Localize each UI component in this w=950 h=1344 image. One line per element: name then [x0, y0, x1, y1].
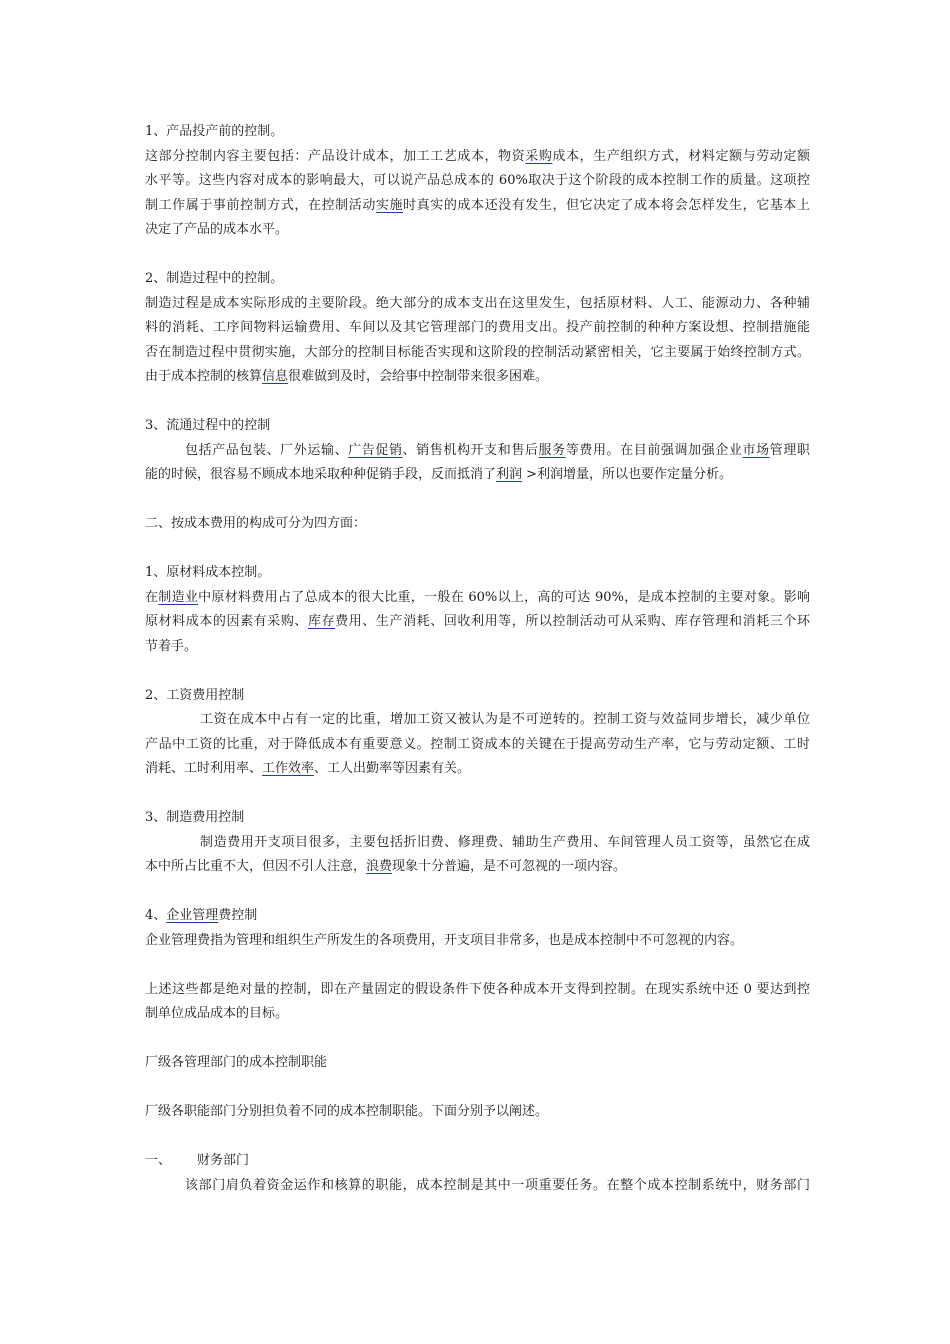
link-inventory[interactable]: 库存	[308, 614, 336, 629]
text-run: 管理职	[769, 442, 810, 458]
document-body	[145, 120, 810, 1198]
section-heading: 1、原材料成本控制。	[145, 565, 271, 580]
paragraph-line	[145, 439, 810, 464]
paragraph-line	[145, 463, 810, 488]
paragraph-line: 决定了产品的成本水平。	[145, 222, 289, 237]
paragraph-line: 厂级各职能部门分别担负着不同的成本控制职能。下面分别予以阐述。	[145, 1104, 549, 1119]
section-heading: 3、流通过程中的控制	[145, 418, 271, 433]
paragraph-line	[145, 194, 810, 219]
spacer	[145, 782, 810, 807]
paragraph-line	[145, 586, 810, 611]
text-run: 费用、生产消耗、回收利用等，所以控制活动可从采购、库存管理和消耗三个环	[335, 614, 810, 629]
paragraph-line: 制单位成品成本的目标。	[145, 1006, 289, 1021]
text-run: 等费用。在目前强调加强企业	[565, 442, 743, 458]
text-run: 包括产品包装、厂外运输、	[185, 442, 349, 458]
text-run: 原材料成本的因素有采购、	[145, 614, 308, 629]
link-enterprise-management[interactable]: 企业管理	[166, 908, 219, 923]
text-run: 现象十分普遍，是不可忽视的一项内容。	[392, 859, 627, 874]
link-procurement[interactable]: 采购	[525, 148, 553, 164]
link-advertising[interactable]: 广告促销	[348, 442, 403, 458]
paragraph-line: 制造费用开支项目很多，主要包括折旧费、修理费、辅助生产费用、车间管理人员工资等，虽然它在成	[200, 834, 810, 850]
paragraph-line: 节着手。	[145, 638, 198, 654]
text-run: 在	[145, 589, 159, 605]
section-heading	[145, 904, 810, 929]
text-run: 成本，生产组织方式，材料定额与劳动定额	[552, 148, 810, 164]
text-run: 费控制	[218, 908, 258, 923]
link-service[interactable]: 服务	[538, 442, 566, 458]
paragraph-line	[145, 855, 810, 880]
spacer	[145, 390, 810, 415]
spacer	[145, 1125, 810, 1150]
text-run: 时真实的成本还没有发生，但它决定了成本将会怎样发生，它基本上	[403, 197, 810, 213]
section-heading: 2、工资费用控制	[145, 687, 245, 703]
text-run: 消耗、工时利用率、	[145, 761, 263, 776]
text-run: 能的时候，很容易不顾成本地采取种种促销手段，反而抵消了	[145, 467, 497, 482]
section-heading: 厂级各管理部门的成本控制职能	[145, 1055, 328, 1070]
text-run: 中原材料费用占了总成本的很大比重，一般在 60%以上，高的可达 90%，是成本控制的主要对象。影响	[198, 589, 810, 605]
spacer	[145, 488, 810, 513]
link-work-efficiency[interactable]: 工作效率	[262, 761, 315, 776]
paragraph-line: 否在制造过程中贯彻实施，大部分的控制目标能否实现和这阶段的控制活动紧密相关，它主要属于始终控制方式。	[145, 344, 810, 360]
section-heading	[145, 1149, 810, 1174]
link-manufacturing[interactable]: 制造业	[158, 589, 199, 605]
link-market[interactable]: 市场	[742, 442, 770, 458]
text-run: 这部分控制内容主要包括：产品设计成本，加工工艺成本，物资	[145, 148, 526, 164]
paragraph-line	[145, 610, 810, 635]
section-heading: 3、制造费用控制	[145, 810, 245, 825]
paragraph-line: 产品中工资的比重，对于降低成本有重要意义。控制工资成本的关键在于提高劳动生产率，它与劳动定额、工时	[145, 736, 810, 752]
spacer	[145, 243, 810, 268]
section-heading: 1、产品投产前的控制。	[145, 124, 284, 139]
text-run: 、销售机构开支和售后	[402, 442, 539, 458]
spacer	[145, 1027, 810, 1052]
paragraph-line: 工资在成本中占有一定的比重，增加工资又被认为是不可逆转的。控制工资与效益同步增长，减少单位	[200, 712, 810, 727]
section-heading: 2、制造过程中的控制。	[145, 271, 284, 286]
text-run: 一、	[145, 1153, 172, 1168]
chapter-heading: 二、按成本费用的构成可分为四方面：	[145, 516, 367, 531]
text-run: 很难做到及时，会给事中控制带来很多困难。	[288, 369, 549, 384]
text-run: 、工人出勤率等因素有关。	[314, 761, 471, 776]
paragraph-line: 该部门肩负着资金运作和核算的职能，成本控制是其中一项重要任务。在整个成本控制系统中，财务部门	[185, 1177, 810, 1193]
spacer	[145, 880, 810, 905]
link-information[interactable]: 信息	[262, 369, 289, 384]
text-run: >利润增量，所以也要作定量分析。	[522, 467, 733, 482]
link-waste[interactable]: 浪费	[366, 859, 393, 874]
spacer	[145, 537, 810, 562]
text-run: 本中所占比重不大，但因不引人注意，	[145, 859, 367, 874]
link-implementation[interactable]: 实施	[375, 197, 404, 213]
paragraph-line: 制造过程是成本实际形成的主要阶段。绝大部分的成本支出在这里发生，包括原材料、人工、能源动力、各种辅	[145, 295, 810, 311]
paragraph-line	[145, 757, 810, 782]
paragraph-line: 企业管理费指为管理和组织生产所发生的各项费用，开支项目非常多，也是成本控制中不可忽视的内容。	[145, 932, 744, 948]
paragraph-line: 料的消耗、工序间物料运输费用、车间以及其它管理部门的费用支出。投产前控制的种种方案设想、控制措施能	[145, 320, 810, 335]
text-run: 4、	[145, 908, 167, 923]
spacer	[145, 1076, 810, 1101]
paragraph-line: 水平等。这些内容对成本的影响最大，可以说产品总成本的 60%取决于这个阶段的成本控制工作的质量。这项控	[145, 173, 810, 188]
text-run: 财务部门	[197, 1153, 250, 1168]
paragraph-line	[145, 145, 810, 170]
text-run: 制工作属于事前控制方式，在控制活动	[145, 197, 376, 213]
link-profit[interactable]: 利润	[496, 467, 523, 482]
paragraph-line: 上述这些都是绝对量的控制，即在产量固定的假设条件下使各种成本开支得到控制。在现实系统中还 0 要达到控	[145, 981, 810, 997]
spacer	[145, 953, 810, 978]
spacer	[145, 659, 810, 684]
text-run: 由于成本控制的核算	[145, 369, 263, 384]
paragraph-line	[145, 365, 810, 390]
